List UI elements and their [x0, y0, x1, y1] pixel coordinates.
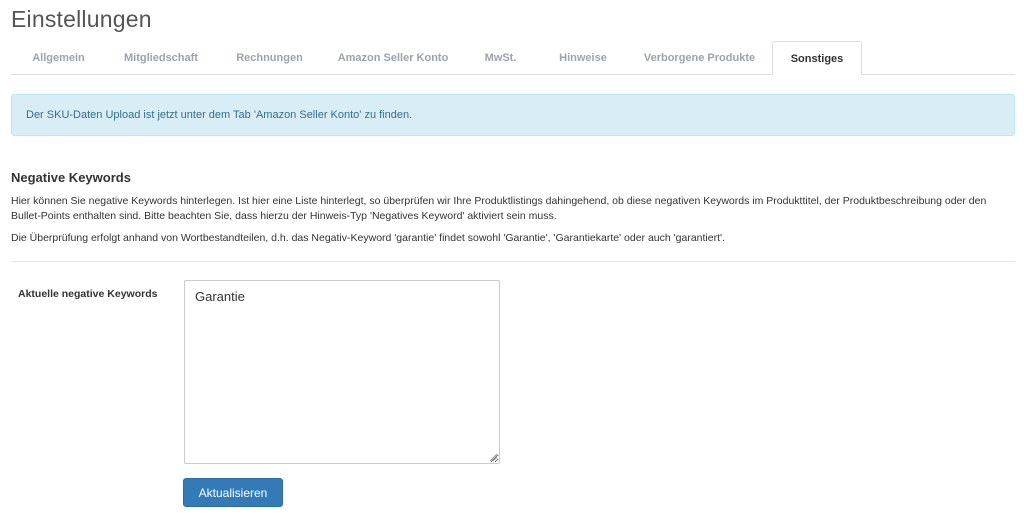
- section-title: Negative Keywords: [11, 170, 131, 185]
- description-line-1: Hier können Sie negative Keywords hinterlegen. Ist hier eine Liste hinterlegt, so überprüfen wir Ihre Produktlistings dahingehend, ob diese negativen Keywords im Produkttitel, der Produktbeschreibung oder den: [11, 195, 987, 207]
- keywords-label: Aktuelle negative Keywords: [18, 288, 158, 300]
- update-button[interactable]: Aktualisieren: [183, 478, 283, 507]
- tab-sonstiges[interactable]: Sonstiges: [772, 41, 862, 75]
- resize-grip-icon[interactable]: [489, 453, 498, 462]
- section-description-2: Die Überprüfung erfolgt anhand von Wortbestandteilen, d.h. das Negativ-Keyword 'garantie' findet sowohl 'Garantie', 'Garantiekarte' oder auch 'garantiert'.: [11, 232, 725, 244]
- section-description: [11, 194, 1011, 224]
- tab-verborgene-produkte[interactable]: Verborgene Produkte: [643, 52, 756, 64]
- page-title: Einstellungen: [11, 6, 152, 32]
- tab-mwst[interactable]: MwSt.: [484, 52, 517, 64]
- divider: [11, 261, 1015, 262]
- tab-hinweise[interactable]: Hinweise: [559, 52, 607, 64]
- tab-rechnungen[interactable]: Rechnungen: [236, 52, 303, 64]
- settings-tabs: [11, 41, 1015, 75]
- tab-mitgliedschaft[interactable]: Mitgliedschaft: [124, 52, 198, 64]
- description-line-2: Bullet-Points enthalten sind. Bitte beachten Sie, dass hierzu der Hinweis-Typ 'Negatives Keyword' aktiviert sein muss.: [11, 210, 557, 222]
- tab-allgemein[interactable]: Allgemein: [32, 52, 85, 64]
- info-alert-text: Der SKU-Daten Upload ist jetzt unter dem Tab 'Amazon Seller Konto' zu finden.: [26, 109, 413, 121]
- info-alert: [11, 94, 1015, 136]
- tab-amazon-seller-konto[interactable]: Amazon Seller Konto: [337, 52, 449, 64]
- keywords-textarea[interactable]: [184, 280, 500, 464]
